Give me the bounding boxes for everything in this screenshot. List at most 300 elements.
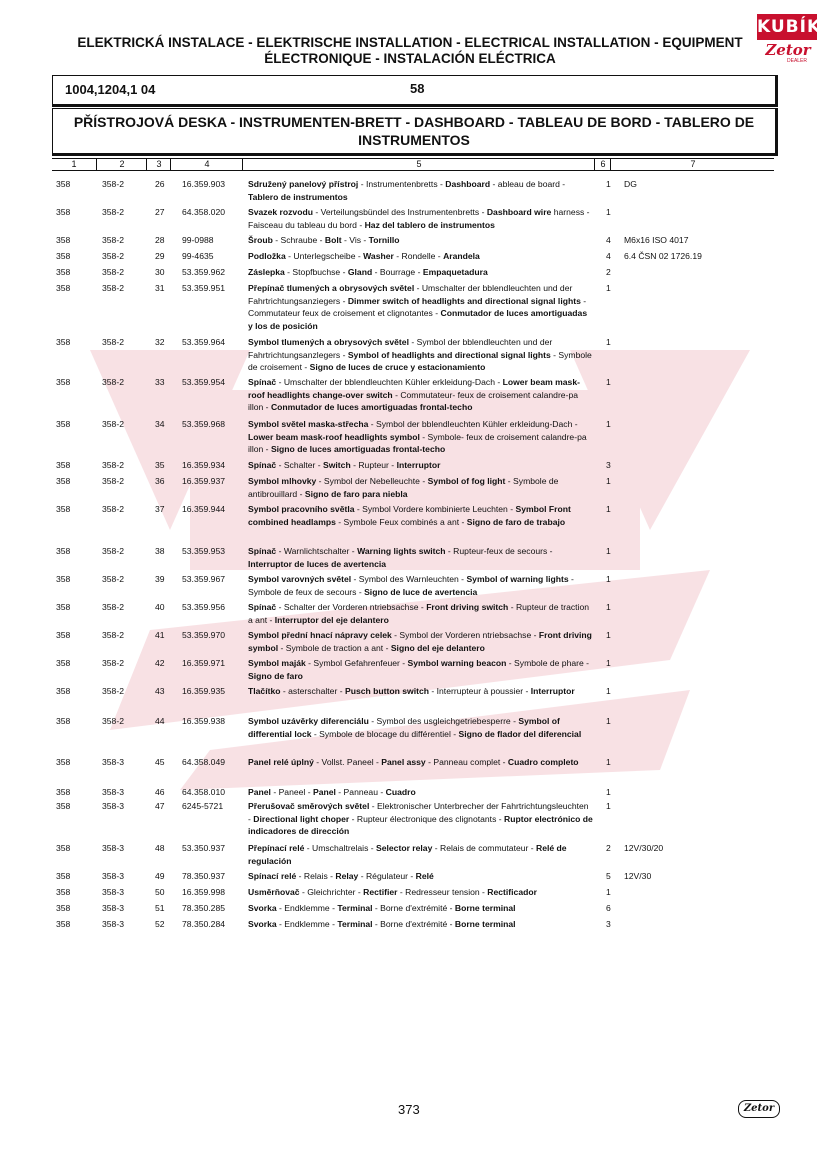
cell-c3: 46: [155, 787, 165, 797]
cell-c1: 358: [56, 251, 71, 261]
page-number: 373: [398, 1102, 420, 1117]
cell-c3: 28: [155, 235, 165, 245]
description-text: - Paneel -: [270, 787, 313, 797]
cell-c2: 358-3: [102, 919, 124, 929]
description-term: Symbol mlhovky: [248, 476, 317, 486]
cell-c6: 1: [606, 546, 611, 556]
cell-c1: 358: [56, 630, 71, 640]
cell-c4: 16.359.935: [182, 686, 226, 696]
description-term: Svorka: [248, 919, 277, 929]
description-term: Terminal: [337, 903, 373, 913]
description-text: - Rondelle -: [393, 251, 444, 261]
description-term: Záslepka: [248, 267, 285, 277]
cell-c4: 64.358.049: [182, 757, 226, 767]
logo-kubik: KUBÍK: [757, 14, 817, 40]
cell-c7: M6x16 ISO 4017: [624, 235, 689, 245]
description-term: Ruptor electrónico de indicadores de dirección: [248, 813, 593, 836]
description-term: Signo del eje delantero: [390, 642, 485, 653]
cell-c7: 6.4 ČSN 02 1726.19: [624, 251, 702, 261]
cell-c2: 358-3: [102, 871, 124, 881]
cell-c3: 34: [155, 419, 165, 429]
cell-c6: 1: [606, 801, 611, 811]
cell-c4: 99-0988: [182, 235, 214, 245]
description-term: Přerušovač směrových světel: [248, 801, 370, 811]
cell-c3: 47: [155, 801, 165, 811]
description-term: Front driving symbol: [248, 630, 592, 653]
cell-c1: 358: [56, 843, 71, 853]
cell-c6: 1: [606, 419, 611, 429]
description-term: Conmutador de luces amortiguadas frontal-techo: [270, 402, 473, 412]
description-text: - Symbole de phare -: [506, 658, 590, 668]
description-term: Arandela: [443, 251, 480, 261]
cell-description: [248, 573, 593, 598]
cell-c6: 2: [606, 843, 611, 853]
cell-description: [248, 715, 593, 740]
description-text: - Vis -: [341, 235, 369, 245]
description-text: - Warnlichtschalter -: [276, 546, 358, 556]
cell-c7: 12V/30/20: [624, 843, 664, 853]
description-text: - Panneau -: [335, 787, 386, 797]
cell-c2: 358-2: [102, 686, 124, 696]
description-term: Conmutador de luces amortiguadas y los de posición: [248, 308, 588, 331]
description-text: - Symbol Gefahrenfeuer -: [305, 658, 408, 668]
kubik-zetor-logo: [757, 14, 822, 64]
cell-c6: 2: [606, 267, 611, 277]
description-text: - Bourrage -: [372, 267, 423, 277]
cell-description: [248, 250, 593, 263]
cell-c6: 1: [606, 207, 611, 217]
cell-description: [248, 376, 593, 414]
description-term: Rectifier: [363, 887, 398, 897]
cell-c6: 1: [606, 337, 611, 347]
description-term: Signo de faro para niebla: [304, 488, 408, 499]
description-text: - Symbole de feux de secours -: [248, 574, 574, 597]
cell-c4: 78.350.937: [182, 871, 226, 881]
description-text: - Symbole de antibrouillard -: [248, 476, 559, 499]
cell-c2: 358-3: [102, 757, 124, 767]
description-text: - Schalter -: [276, 460, 323, 470]
cell-c4: 78.350.284: [182, 919, 226, 929]
cell-description: [248, 918, 593, 931]
cell-c2: 358-2: [102, 716, 124, 726]
cell-c1: 358: [56, 476, 71, 486]
description-term: Symbol warning beacon: [407, 658, 507, 668]
description-text: - Symbol des Warnleuchten -: [351, 574, 467, 584]
cell-c3: 35: [155, 460, 165, 470]
cell-c4: 53.359.951: [182, 283, 226, 293]
cell-c2: 358-2: [102, 251, 124, 261]
cell-c3: 51: [155, 903, 165, 913]
description-term: Svazek rozvodu: [248, 207, 313, 217]
cell-c1: 358: [56, 686, 71, 696]
description-term: Gland: [347, 267, 373, 277]
cell-c3: 26: [155, 179, 165, 189]
cell-c3: 52: [155, 919, 165, 929]
cell-c3: 27: [155, 207, 165, 217]
cell-c6: 1: [606, 716, 611, 726]
description-term: Tablero de instrumentos: [248, 191, 348, 202]
description-text: - Umschaltrelais -: [304, 843, 376, 853]
description-text: - Gleichrichter -: [299, 887, 364, 897]
description-term: Sdružený panelový přístroj: [248, 179, 359, 189]
description-term: Symbol pracovního světla: [248, 504, 355, 514]
cell-c2: 358-3: [102, 903, 124, 913]
cell-c6: 1: [606, 787, 611, 797]
cell-c2: 358-2: [102, 630, 124, 640]
cell-c1: 358: [56, 887, 71, 897]
description-term: Spínací relé: [248, 871, 297, 881]
cell-c6: 1: [606, 686, 611, 696]
description-text: - asterschalter -: [280, 686, 345, 696]
cell-c6: 1: [606, 377, 611, 387]
description-term: Signo de luce de avertencia: [364, 586, 478, 597]
cell-c4: 78.350.285: [182, 903, 226, 913]
cell-c1: 358: [56, 903, 71, 913]
cell-c6: 1: [606, 179, 611, 189]
cell-c3: 38: [155, 546, 165, 556]
cell-c1: 358: [56, 602, 71, 612]
description-term: Dimmer switch of headlights and directional signal lights: [347, 295, 581, 306]
description-text: - Interrupteur à poussier -: [429, 686, 531, 696]
description-term: Signo de faro: [248, 670, 303, 681]
description-text: - Schraube -: [272, 235, 325, 245]
cell-c1: 358: [56, 207, 71, 217]
description-text: - Vollst. Paneel -: [313, 757, 382, 767]
cell-c1: 358: [56, 574, 71, 584]
cell-c2: 358-3: [102, 787, 124, 797]
col-header-4: 4: [170, 159, 243, 170]
description-text: - Symbol der Nebelleuchte -: [316, 476, 428, 486]
cell-c2: 358-2: [102, 658, 124, 668]
section-title-box: [52, 108, 778, 156]
col-header-3: 3: [146, 159, 171, 170]
description-text: - Borne d'extrémité -: [372, 903, 455, 913]
cell-c2: 358-2: [102, 504, 124, 514]
cell-c4: 16.359.938: [182, 716, 226, 726]
description-term: Šroub: [248, 235, 273, 245]
cell-c1: 358: [56, 235, 71, 245]
cell-c6: 1: [606, 602, 611, 612]
description-term: Interruptor: [396, 460, 441, 470]
description-term: Spínač: [248, 602, 277, 612]
cell-c3: 29: [155, 251, 165, 261]
description-term: Relé: [415, 871, 434, 881]
description-term: Washer: [363, 251, 394, 261]
cell-description: [248, 475, 593, 500]
cell-c1: 358: [56, 716, 71, 726]
cell-c3: 43: [155, 686, 165, 696]
description-text: - Rupteur électronique des clignotants -: [349, 813, 505, 824]
group-number: 58: [410, 81, 425, 96]
description-text: - Endklemme -: [276, 919, 338, 929]
cell-c6: 1: [606, 887, 611, 897]
cell-c1: 358: [56, 658, 71, 668]
description-text: - Elektronischer Unterbrecher der Fahrtrichtungsleuchten -: [248, 801, 589, 824]
description-text: - Instrumentenbretts -: [358, 179, 446, 189]
cell-c6: 1: [606, 504, 611, 514]
description-term: Relé de regulación: [248, 843, 567, 866]
cell-c4: 53.359.968: [182, 419, 226, 429]
cell-c4: 6245-5721: [182, 801, 224, 811]
description-text: - Symbol der bblendleuchten und der Fahrtrichtungsanzlegers -: [248, 337, 553, 360]
cell-c3: 50: [155, 887, 165, 897]
cell-c4: 64.358.020: [182, 207, 226, 217]
description-text: - Symbole- feux de croisement calandre-pa illon -: [248, 431, 587, 454]
cell-c4: 53.359.956: [182, 602, 226, 612]
description-term: Symbol přední hnací nápravy celek: [248, 630, 392, 640]
description-term: Spínač: [248, 546, 277, 556]
description-text: - Symbole de croisement -: [248, 349, 592, 372]
cell-c1: 358: [56, 546, 71, 556]
description-term: Signo de luces de cruce y estacionamiento: [309, 362, 486, 372]
cell-description: [248, 842, 593, 867]
cell-description: [248, 336, 593, 374]
description-text: - Borne d'extrémité -: [372, 919, 455, 929]
cell-c3: 37: [155, 504, 165, 514]
cell-c4: 16.359.934: [182, 460, 226, 470]
description-term: Interruptor del eje delantero: [274, 614, 389, 625]
description-text: - Symbole de traction a ant -: [278, 642, 391, 653]
description-term: Lower beam mask-roof headlights symbol: [248, 431, 420, 442]
description-term: Switch: [323, 460, 351, 470]
cell-description: [248, 870, 593, 883]
description-text: - Rupteur de traction a ant -: [248, 602, 590, 625]
description-text: - Relais de commutateur -: [432, 843, 537, 853]
cell-description: [248, 886, 593, 899]
cell-description: [248, 545, 593, 570]
cell-c7: DG: [624, 179, 637, 189]
cell-description: [248, 756, 593, 769]
description-term: Symbol of warning lights: [466, 574, 569, 584]
description-text: - Symbol der bblendleuchten Kühler erkleidung-Dach -: [368, 419, 578, 429]
description-term: Podložka: [248, 251, 286, 261]
col-header-2: 2: [96, 159, 147, 170]
cell-c6: 4: [606, 235, 611, 245]
cell-c2: 358-2: [102, 602, 124, 612]
description-text: - Panneau complet -: [425, 757, 508, 767]
cell-c4: 16.359.903: [182, 179, 226, 189]
cell-c3: 41: [155, 630, 165, 640]
cell-description: [248, 786, 593, 799]
description-text: - Relais -: [296, 871, 336, 881]
description-text: - Rupteur-feux de secours -: [445, 546, 553, 556]
cell-c1: 358: [56, 460, 71, 470]
description-term: Interruptor de luces de avertencia: [248, 558, 387, 569]
cell-description: [248, 266, 593, 279]
cell-c2: 358-2: [102, 460, 124, 470]
cell-c4: 99-4635: [182, 251, 214, 261]
cell-c4: 53.359.954: [182, 377, 226, 387]
cell-c4: 53.359.962: [182, 267, 226, 277]
cell-description: [248, 459, 593, 472]
cell-c3: 39: [155, 574, 165, 584]
cell-c2: 358-2: [102, 283, 124, 293]
col-header-6: 6: [594, 159, 611, 170]
cell-c3: 49: [155, 871, 165, 881]
cell-c6: 3: [606, 919, 611, 929]
cell-description: [248, 601, 593, 626]
description-term: Spínač: [248, 377, 277, 387]
cell-c2: 358-2: [102, 419, 124, 429]
cell-c4: 53.359.964: [182, 337, 226, 347]
logo-zetor: Zetor: [765, 41, 811, 59]
description-term: Pusch button switch: [344, 686, 429, 696]
cell-c4: 16.359.944: [182, 504, 226, 514]
cell-description: [248, 657, 593, 682]
cell-c1: 358: [56, 179, 71, 189]
description-term: Dashboard: [445, 179, 491, 189]
cell-c1: 358: [56, 919, 71, 929]
description-term: Symbol of fog light: [427, 476, 506, 486]
cell-c3: 32: [155, 337, 165, 347]
description-term: Lower beam mask-roof headlights change-over switch: [248, 377, 580, 400]
cell-c2: 358-2: [102, 235, 124, 245]
description-term: Tlačítko: [248, 686, 281, 696]
cell-c4: 16.359.998: [182, 887, 226, 897]
cell-c3: 33: [155, 377, 165, 387]
description-term: Symbol světel maska-střecha: [248, 419, 369, 429]
description-text: - Symbol der Vorderen ntriebsachse -: [391, 630, 539, 640]
description-text: - Stopfbuchse -: [284, 267, 348, 277]
cell-description: [248, 234, 593, 247]
description-term: Symbol of differential lock: [248, 716, 560, 739]
cell-c2: 358-2: [102, 267, 124, 277]
cell-c6: 1: [606, 658, 611, 668]
cell-c4: 53.359.967: [182, 574, 226, 584]
description-term: Borne terminal: [454, 903, 516, 913]
description-term: Symbol maják: [248, 658, 306, 668]
description-text: harness - Faisceau du tableau du bord -: [248, 207, 590, 230]
cell-description: [248, 629, 593, 654]
cell-c4: 64.358.010: [182, 787, 226, 797]
cell-description: [248, 685, 593, 698]
description-term: Přepínací relé: [248, 843, 305, 853]
description-text: - Verteilungsbündel des Instrumentenbretts -: [312, 207, 487, 217]
logo-dealer: DEALER: [787, 58, 808, 64]
cell-description: [248, 902, 593, 915]
cell-description: [248, 206, 593, 231]
cell-c2: 358-2: [102, 377, 124, 387]
description-term: Panel: [248, 787, 271, 797]
cell-c3: 44: [155, 716, 165, 726]
cell-description: [248, 503, 593, 528]
cell-c3: 31: [155, 283, 165, 293]
cell-c4: 16.359.937: [182, 476, 226, 486]
description-term: Relay: [335, 871, 359, 881]
cell-c6: 1: [606, 757, 611, 767]
section-title: PŘÍSTROJOVÁ DESKA - INSTRUMENTEN-BRETT - DASHBOARD - TABLEAU DE BORD - TABLERO DE INSTRUMENTOS: [73, 114, 755, 148]
cell-c6: 1: [606, 283, 611, 293]
description-term: Přepínač tlumených a obrysových světel: [248, 283, 415, 293]
description-term: Dashboard wire: [486, 207, 552, 217]
description-term: Bolt: [324, 235, 342, 245]
description-term: Warning lights switch: [357, 546, 446, 556]
description-text: - Redresseur tension -: [397, 887, 488, 897]
cell-description: [248, 800, 593, 838]
description-text: - Schalter der Vorderen ntriebsachse -: [276, 602, 427, 612]
cell-description: [248, 418, 593, 456]
description-term: Svorka: [248, 903, 277, 913]
cell-c3: 45: [155, 757, 165, 767]
description-term: Symbol Front combined headlamps: [248, 504, 571, 527]
cell-c4: 53.350.937: [182, 843, 226, 853]
cell-c3: 40: [155, 602, 165, 612]
description-term: Symbol of headlights and directional signal lights: [347, 349, 551, 360]
col-header-5: 5: [242, 159, 595, 170]
col-header-7: 7: [610, 159, 775, 170]
col-header-1: 1: [71, 159, 77, 169]
description-text: - Symbole de blocage du différentiel -: [311, 728, 459, 739]
cell-c2: 358-3: [102, 843, 124, 853]
cell-c1: 358: [56, 787, 71, 797]
description-term: Panel: [312, 787, 336, 797]
cell-c4: 53.359.970: [182, 630, 226, 640]
description-text: - Unterlegscheibe -: [285, 251, 364, 261]
description-term: Spínač: [248, 460, 277, 470]
description-term: Usměrňovač: [248, 887, 300, 897]
description-term: Symbol varovných světel: [248, 574, 352, 584]
cell-c6: 4: [606, 251, 611, 261]
cell-description: [248, 178, 593, 203]
description-term: Symbol uzávěrky diferenciálu: [248, 716, 369, 726]
cell-c1: 358: [56, 267, 71, 277]
description-term: Empaquetadura: [422, 267, 488, 277]
cell-c2: 358-3: [102, 801, 124, 811]
cell-c1: 358: [56, 801, 71, 811]
cell-c2: 358-2: [102, 546, 124, 556]
description-text: - Symbol Vordere kombinierte Leuchten -: [354, 504, 516, 514]
cell-c2: 358-2: [102, 207, 124, 217]
document-title-line1: ELEKTRICKÁ INSTALACE - ELEKTRISCHE INSTALLATION - ELECTRICAL INSTALLATION - EQUIPMENT: [77, 35, 743, 50]
document-title-line2: ÉLECTRONIQUE - INSTALACIÓN ELÉCTRICA: [264, 51, 556, 66]
cell-c1: 358: [56, 504, 71, 514]
description-term: Signo de faro de trabajo: [466, 516, 566, 527]
cell-c2: 358-2: [102, 476, 124, 486]
description-term: Symbol tlumených a obrysových světel: [248, 337, 409, 347]
description-text: - ableau de board -: [490, 179, 566, 189]
description-text: - Rupteur -: [350, 460, 397, 470]
description-term: Selector relay: [376, 843, 433, 853]
description-term: Front driving switch: [426, 602, 509, 612]
description-term: Terminal: [337, 919, 373, 929]
cell-c4: 16.359.971: [182, 658, 226, 668]
description-term: Directional light choper: [253, 813, 350, 824]
cell-c2: 358-2: [102, 574, 124, 584]
cell-c6: 1: [606, 574, 611, 584]
footer-zetor-logo: Zetor: [738, 1100, 780, 1118]
cell-c7: 12V/30: [624, 871, 652, 881]
description-text: - Régulateur -: [358, 871, 416, 881]
description-term: Rectificador: [487, 887, 537, 897]
description-term: Signo de luces amortiguadas frontal-techo: [270, 444, 446, 454]
model-number: 1004,1204,1 04: [65, 82, 156, 97]
description-term: Cuadro completo: [507, 757, 579, 767]
column-header-row: [52, 158, 774, 171]
description-term: Haz del tablero de instrumentos: [364, 219, 495, 230]
cell-c3: 42: [155, 658, 165, 668]
description-text: - Symbole Feux combinés a ant -: [335, 516, 467, 527]
description-text: - Commutateur- feux de croisement calandre-pa illon -: [248, 389, 579, 412]
cell-c1: 358: [56, 337, 71, 347]
cell-c3: 48: [155, 843, 165, 853]
cell-c2: 358-3: [102, 887, 124, 897]
description-term: Borne terminal: [454, 919, 516, 929]
cell-c6: 5: [606, 871, 611, 881]
description-term: Cuadro: [385, 787, 416, 797]
description-text: - Symbol des usgleichgetriebesperre -: [368, 716, 519, 726]
cell-c1: 358: [56, 757, 71, 767]
cell-c6: 3: [606, 460, 611, 470]
